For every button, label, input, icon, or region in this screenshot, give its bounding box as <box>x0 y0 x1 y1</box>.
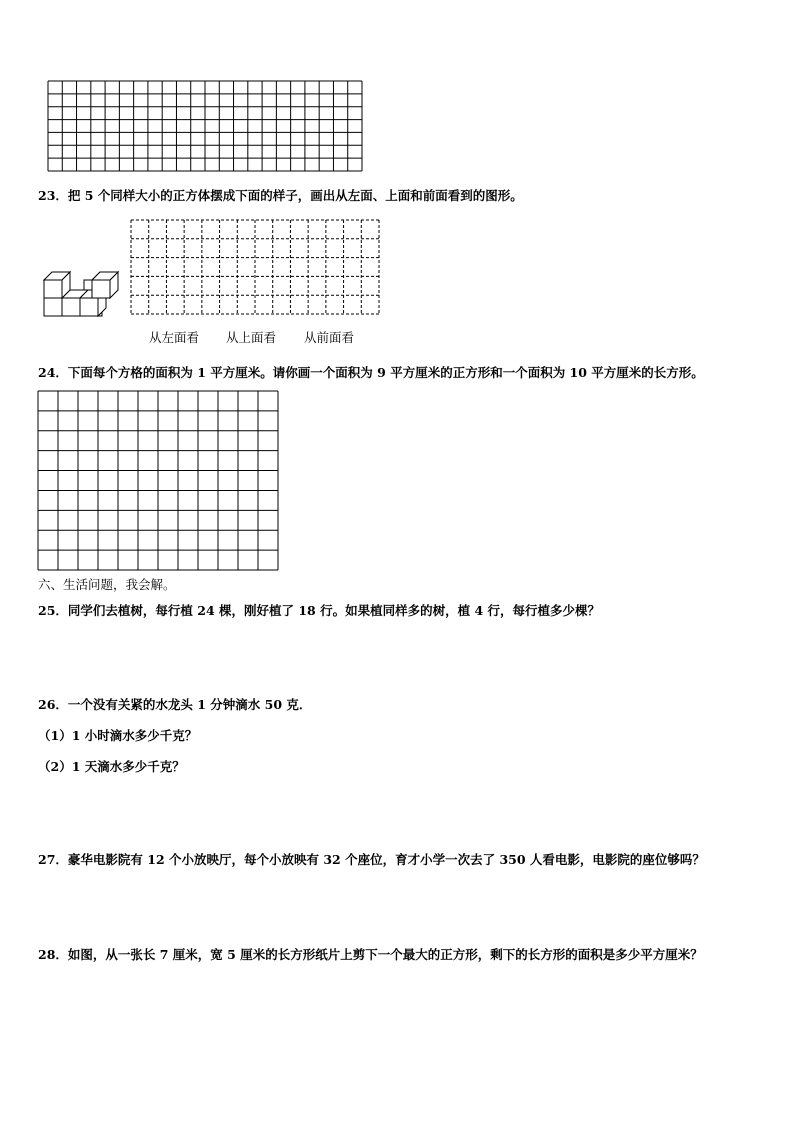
question-26: 26．一个没有关紧的水龙头 1 分钟滴水 50 克． <box>38 697 312 712</box>
question-26-part-1: （1）1 小时滴水多少千克？ <box>38 728 198 743</box>
question-27: 27．豪华电影院有 12 个小放映厅，每个小放映有 32 个座位，育才小学一次去了 350 人看电影，电影院的座位够吗？ <box>38 852 705 867</box>
question-23: 23．把 5 个同样大小的正方体摆成下面的样子，画出从左面、上面和前面看到的图形。 <box>38 188 523 203</box>
question-28: 28．如图，从一张长 7 厘米，宽 5 厘米的长方形纸片上剪下一个最大的正方形，剩下的长方形的面积是多少平方厘米？ <box>38 947 703 962</box>
caption-front-view: 从前面看 <box>304 330 355 345</box>
caption-left-view: 从左面看 <box>149 330 200 345</box>
question-25: 25．同学们去植树，每行植 24 棵，刚好植了 18 行。如果植同样多的树，植 4 行，每行植多少棵？ <box>38 603 600 618</box>
section-6-title: 六、生活问题，我会解。 <box>38 577 176 592</box>
question-24: 24．下面每个方格的面积为 1 平方厘米。请你画一个面积为 9 平方厘米的正方形和一个面积为 10 平方厘米的长方形。 <box>38 365 704 380</box>
caption-top-view: 从上面看 <box>226 330 277 345</box>
question-26-part-2: （2）1 天滴水多少千克？ <box>38 759 185 774</box>
